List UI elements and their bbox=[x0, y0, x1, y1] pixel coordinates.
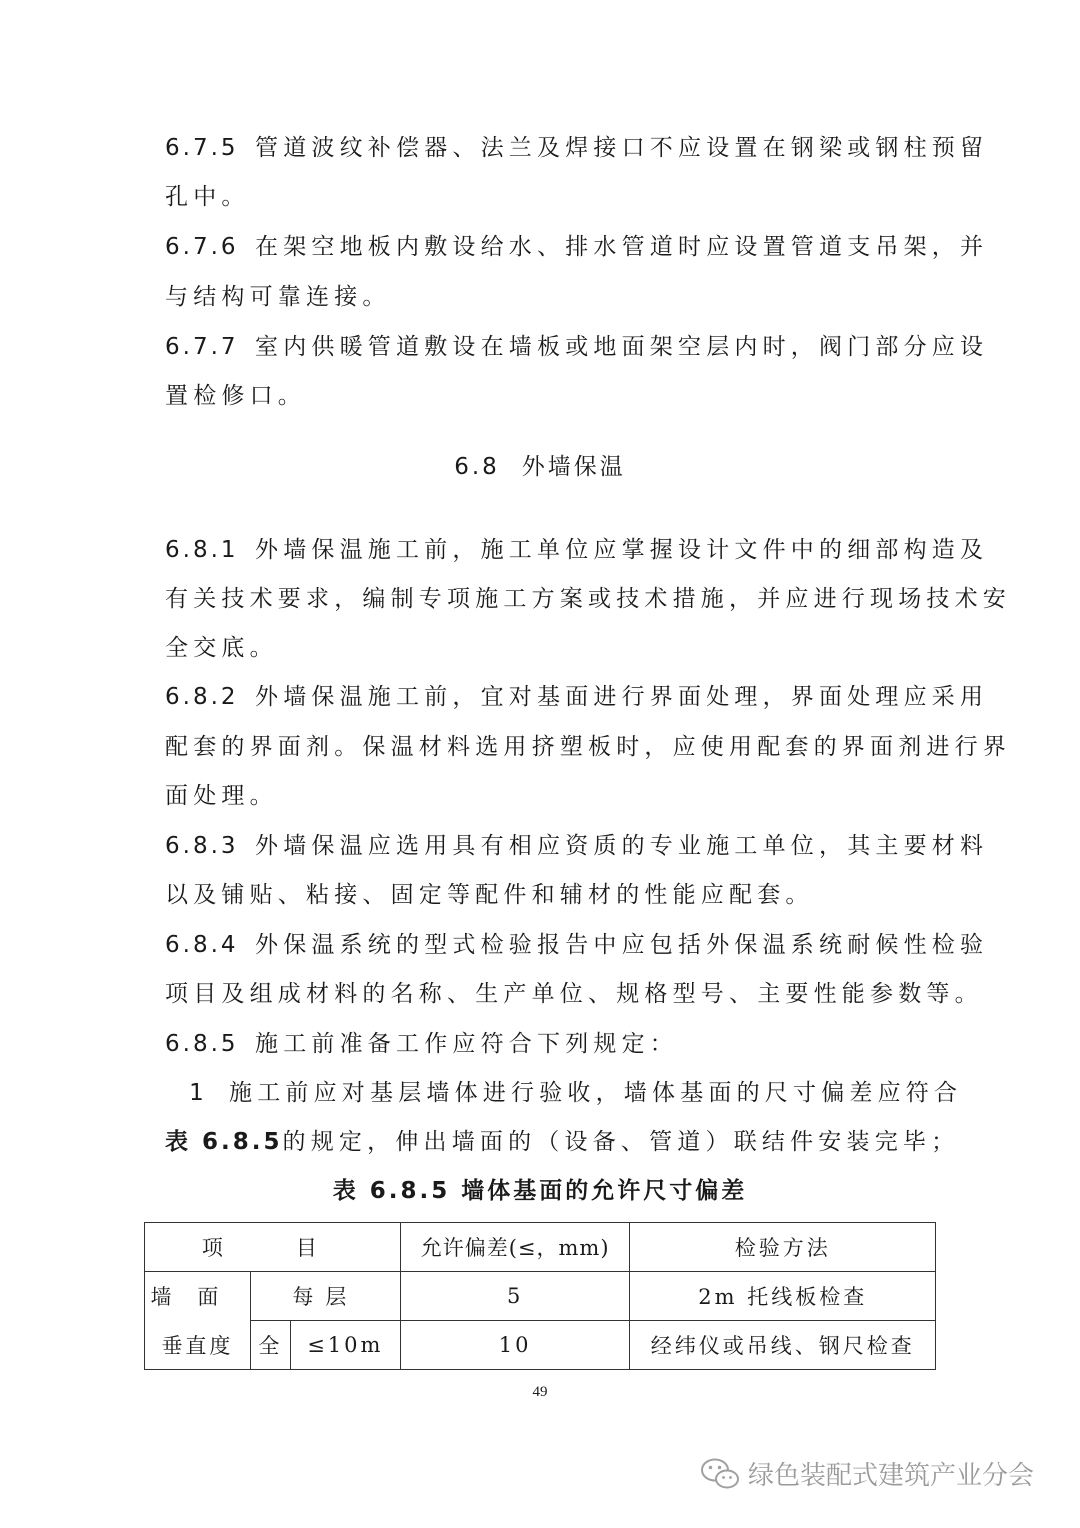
clause-number: 6.7.5 bbox=[165, 135, 239, 161]
paragraph-6-7-5-line-1: 6.7.5 管道波纹补偿器、法兰及焊接口不应设置在钢梁或钢柱预留 bbox=[165, 135, 989, 161]
section-heading bbox=[0, 452, 1080, 482]
group-label-top: 墙面 bbox=[145, 1272, 251, 1321]
clause-number: 6.8.3 bbox=[165, 833, 239, 859]
table-header-row bbox=[145, 1223, 936, 1272]
paragraph-6-8-2-line-1: 6.8.2 外墙保温施工前，宜对基面进行界面处理，界面处理应采用 bbox=[165, 684, 989, 710]
row-sub-label-a: 全 bbox=[250, 1321, 290, 1370]
row-value: 5 bbox=[400, 1272, 630, 1321]
row-sub-label: 每层 bbox=[250, 1272, 400, 1321]
watermark-text: 绿色装配式建筑产业分会 bbox=[748, 1461, 1035, 1491]
list-item-number: 1 bbox=[189, 1080, 209, 1106]
paragraph-6-7-6-line-1: 6.7.6 在架空地板内敷设给水、排水管道时应设置管道支吊架，并 bbox=[165, 234, 989, 260]
paragraph-6-8-3-line-1: 6.8.3 外墙保温应选用具有相应资质的专业施工单位，其主要材料 bbox=[165, 833, 989, 859]
clause-number: 6.8.1 bbox=[165, 537, 239, 563]
paragraph-6-8-4-line-2: 项目及组成材料的名称、生产单位、规格型号、主要性能参数等。 bbox=[165, 981, 983, 1007]
group-label-bottom: 垂直度 bbox=[145, 1321, 251, 1370]
paragraph-6-8-2-line-3: 面处理。 bbox=[165, 783, 278, 809]
list-item-1-line-1: 1 施工前应对基层墙体进行验收，墙体基面的尺寸偏差应符合 bbox=[165, 1078, 925, 1108]
tolerance-table bbox=[144, 1222, 936, 1370]
paragraph-6-7-6-line-2: 与结构可靠连接。 bbox=[165, 284, 391, 310]
paragraph-6-8-1-line-2: 有关技术要求，编制专项施工方案或技术措施，并应进行现场技术安 bbox=[165, 586, 1011, 612]
header-item: 项 目 bbox=[145, 1223, 401, 1272]
paragraph-6-7-5-line-2: 孔中。 bbox=[165, 184, 250, 210]
paragraph-6-8-5-line-1: 6.8.5 施工前准备工作应符合下列规定： bbox=[165, 1031, 678, 1057]
clause-number: 6.7.6 bbox=[165, 234, 239, 260]
wechat-icon bbox=[700, 1457, 740, 1491]
clause-number: 6.8.2 bbox=[165, 684, 239, 710]
clause-number: 6.8.4 bbox=[165, 932, 239, 958]
table-caption: 表 6.8.5 墙体基面的允许尺寸偏差 bbox=[332, 1178, 748, 1204]
paragraph-6-8-4-line-1: 6.8.4 外保温系统的型式检验报告中应包括外保温系统耐候性检验 bbox=[165, 932, 989, 958]
row-sub-label-b: ≤10m bbox=[290, 1321, 400, 1370]
paragraph-6-8-1-line-1: 6.8.1 外墙保温施工前，施工单位应掌握设计文件中的细部构造及 bbox=[165, 537, 989, 563]
paragraph-6-7-7-line-1: 6.7.7 室内供暖管道敷设在墙板或地面架空层内时，阀门部分应设 bbox=[165, 334, 989, 360]
section-number: 6.8 bbox=[454, 454, 500, 480]
section-title: 外墙保温 bbox=[521, 454, 626, 480]
row-method: 2m 托线板检查 bbox=[630, 1272, 936, 1321]
table-reference: 表 6.8.5 bbox=[165, 1129, 283, 1155]
paragraph-6-8-3-line-2: 以及铺贴、粘接、固定等配件和辅材的性能应配套。 bbox=[165, 882, 814, 908]
paragraph-6-8-2-line-2: 配套的界面剂。保温材料选用挤塑板时，应使用配套的界面剂进行界 bbox=[165, 734, 1011, 760]
table-row bbox=[145, 1321, 936, 1370]
clause-number: 6.8.5 bbox=[165, 1031, 239, 1057]
page-number: 49 bbox=[532, 1384, 548, 1400]
header-tolerance: 允许偏差(≤，mm) bbox=[400, 1223, 630, 1272]
row-value: 10 bbox=[400, 1321, 630, 1370]
list-item-1-line-2: 表 6.8.5的规定，伸出墙面的（设备、管道）联结件安装完毕； bbox=[165, 1129, 960, 1155]
clause-number: 6.7.7 bbox=[165, 334, 239, 360]
watermark bbox=[700, 1455, 1034, 1492]
paragraph-6-8-1-line-3: 全交底。 bbox=[165, 635, 278, 661]
row-method: 经纬仪或吊线、钢尺检查 bbox=[630, 1321, 936, 1370]
paragraph-6-7-7-line-2: 置检修口。 bbox=[165, 383, 306, 409]
table-row bbox=[145, 1272, 936, 1321]
header-method: 检验方法 bbox=[630, 1223, 936, 1272]
